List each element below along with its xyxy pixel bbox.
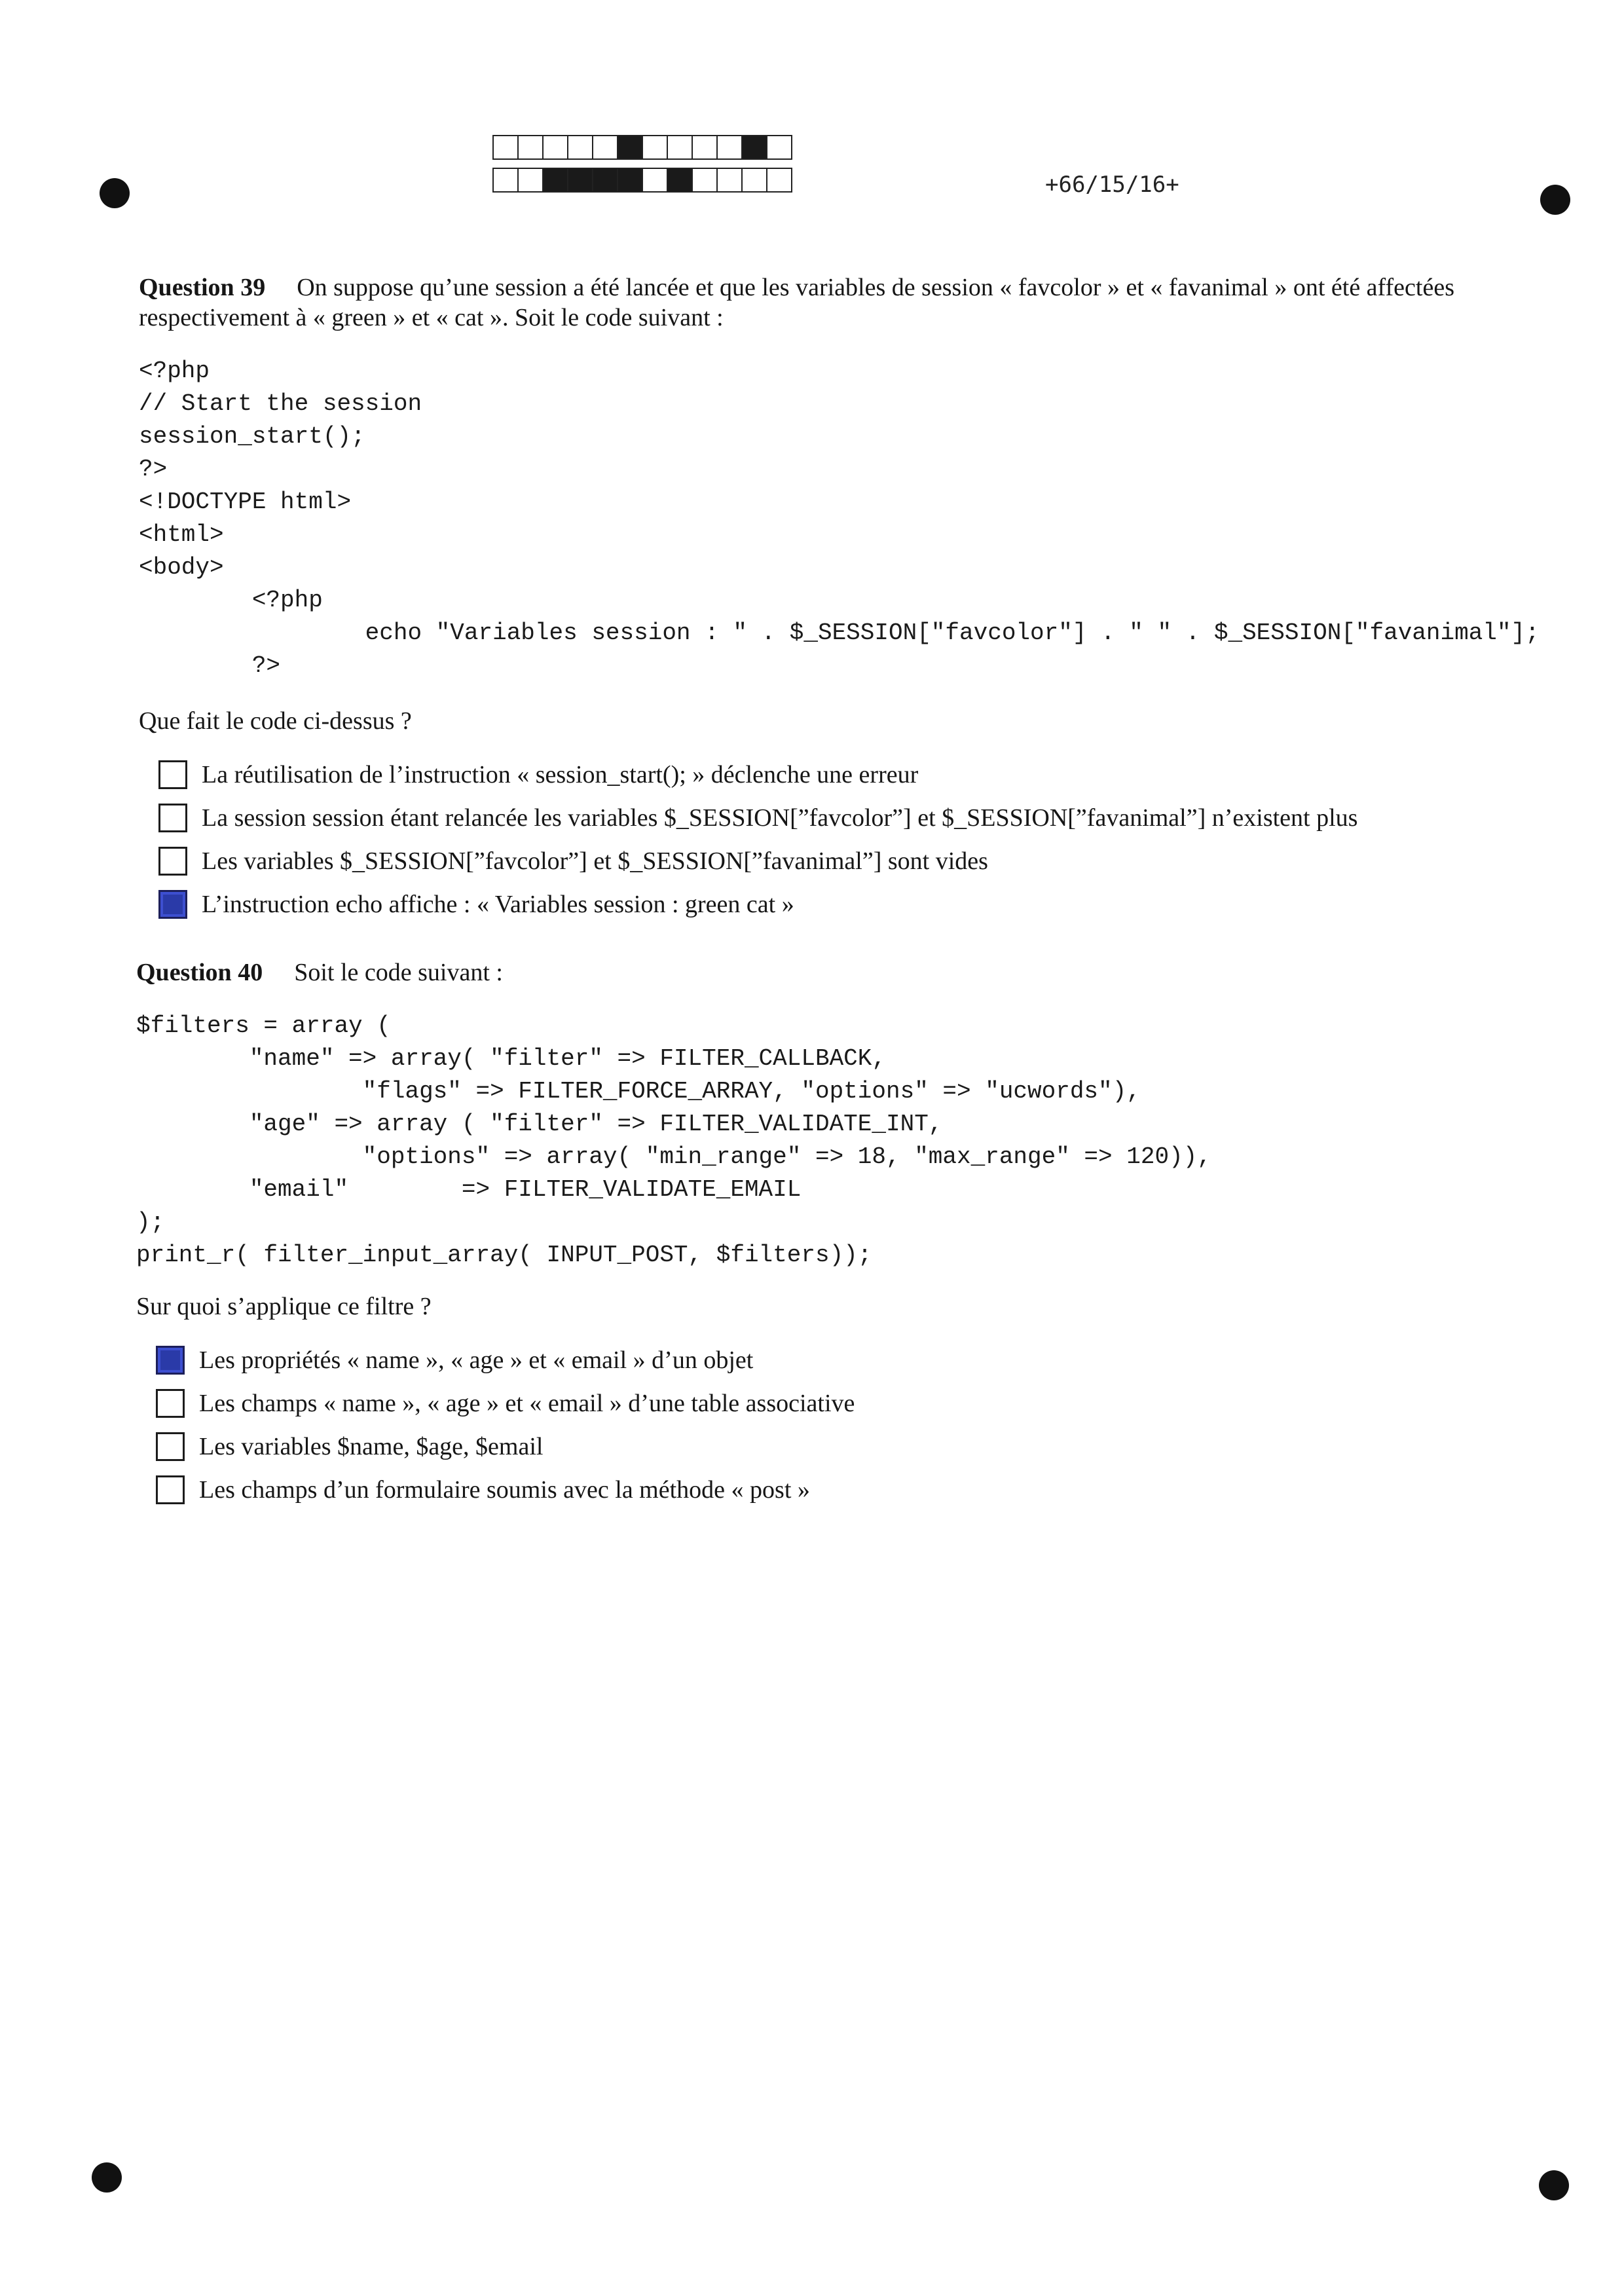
barcode-cell (542, 168, 568, 193)
registration-mark-top-right (1540, 185, 1570, 215)
question-40 (136, 957, 1544, 1511)
answer-option[interactable] (158, 753, 1547, 796)
question-40-code: $filters = array ( "name" => array( "filter" => FILTER_CALLBACK, "flags" => FILTER_FORCE_ARRAY, "options" => "ucwords"), "age" => array ( "filter" => FILTER_VALIDATE_INT, "options" => array( "min_range" => 18, "max_range" => 120)), "email" => FILTER_VALIDATE_EMAIL ); print_r( filter_input_array( INPUT_POST, $filters)); (136, 1012, 1211, 1268)
question-39-text: On suppose qu’une session a été lancée et que les variables de session « favcolor » et « favanimal » ont été affectées respectivement à « green » et « cat ». Soit le code suivant : (139, 274, 1454, 331)
barcode-cell (766, 168, 792, 193)
barcode-cell (692, 135, 718, 160)
barcode-cell (716, 168, 743, 193)
answer-text: Les champs d’un formulaire soumis avec la méthode « post » (199, 1476, 810, 1504)
answer-text: La session session étant relancée les variables $_SESSION[”favcolor”] et $_SESSION[”favanimal”] n’existent plus (202, 804, 1358, 832)
registration-mark-top-left (100, 178, 130, 208)
registration-mark-bottom-right (1539, 2170, 1569, 2200)
barcode-cell (692, 168, 718, 193)
answer-checkbox[interactable] (156, 1346, 185, 1375)
barcode-cell (592, 168, 618, 193)
answer-option[interactable] (156, 1339, 1544, 1382)
registration-mark-bottom-left (92, 2162, 122, 2193)
barcode-cell (567, 168, 593, 193)
question-40-label: Question 40 (136, 959, 263, 986)
question-39-statement (139, 272, 1547, 333)
answer-text: La réutilisation de l’instruction « session_start(); » déclenche une erreur (202, 761, 919, 788)
question-39-prompt: Que fait le code ci-dessus ? (139, 707, 412, 735)
answer-text: Les variables $_SESSION[”favcolor”] et $_SESSION[”favanimal”] sont vides (202, 847, 988, 875)
answer-option[interactable] (158, 796, 1547, 840)
barcode-top-row (492, 135, 791, 161)
question-40-prompt: Sur quoi s’applique ce filtre ? (136, 1293, 432, 1320)
answer-checkbox[interactable] (158, 890, 187, 919)
question-39-answers (139, 753, 1547, 926)
answer-text: Les variables $name, $age, $email (199, 1433, 544, 1460)
answer-option[interactable] (156, 1425, 1544, 1468)
barcode-cell (642, 135, 668, 160)
barcode-cell (642, 168, 668, 193)
page-identifier: +66/15/16+ (1045, 172, 1179, 198)
answer-checkbox[interactable] (158, 804, 187, 832)
question-40-statement (136, 957, 1544, 988)
barcode-cell (617, 168, 643, 193)
answer-option[interactable] (158, 883, 1547, 926)
answer-text: L’instruction echo affiche : « Variables session : green cat » (202, 891, 794, 918)
question-39-label: Question 39 (139, 274, 266, 301)
barcode-cell (542, 135, 568, 160)
barcode-cell (617, 135, 643, 160)
barcode-cell (567, 135, 593, 160)
barcode-cell (667, 168, 693, 193)
barcode-cell (592, 135, 618, 160)
question-40-text: Soit le code suivant : (294, 959, 503, 986)
answer-option[interactable] (158, 840, 1547, 883)
answer-text: Les champs « name », « age » et « email » d’une table associative (199, 1390, 855, 1417)
answer-option[interactable] (156, 1468, 1544, 1511)
answer-checkbox[interactable] (156, 1475, 185, 1504)
barcode-cell (492, 168, 519, 193)
question-40-answers (136, 1339, 1544, 1511)
barcode-cell (716, 135, 743, 160)
question-39-code: <?php // Start the session session_start(); ?> <!DOCTYPE html> <html> <body> <?php echo "Variables session : " . $_SESSION["favcolor"] . " " . $_SESSION["favanimal"]; ?> (139, 358, 1540, 679)
answer-checkbox[interactable] (156, 1389, 185, 1418)
answer-checkbox[interactable] (158, 760, 187, 789)
answer-checkbox[interactable] (158, 847, 187, 876)
barcode-cell (741, 135, 767, 160)
answer-option[interactable] (156, 1382, 1544, 1425)
barcode-cell (741, 168, 767, 193)
barcode-cell (492, 135, 519, 160)
barcode-cell (667, 135, 693, 160)
answer-text: Les propriétés « name », « age » et « email » d’un objet (199, 1346, 754, 1374)
barcode-cell (517, 135, 544, 160)
question-39 (139, 272, 1547, 926)
barcode-bottom-row (492, 168, 791, 194)
barcode-cell (766, 135, 792, 160)
answer-checkbox[interactable] (156, 1432, 185, 1461)
barcode-cell (517, 168, 544, 193)
